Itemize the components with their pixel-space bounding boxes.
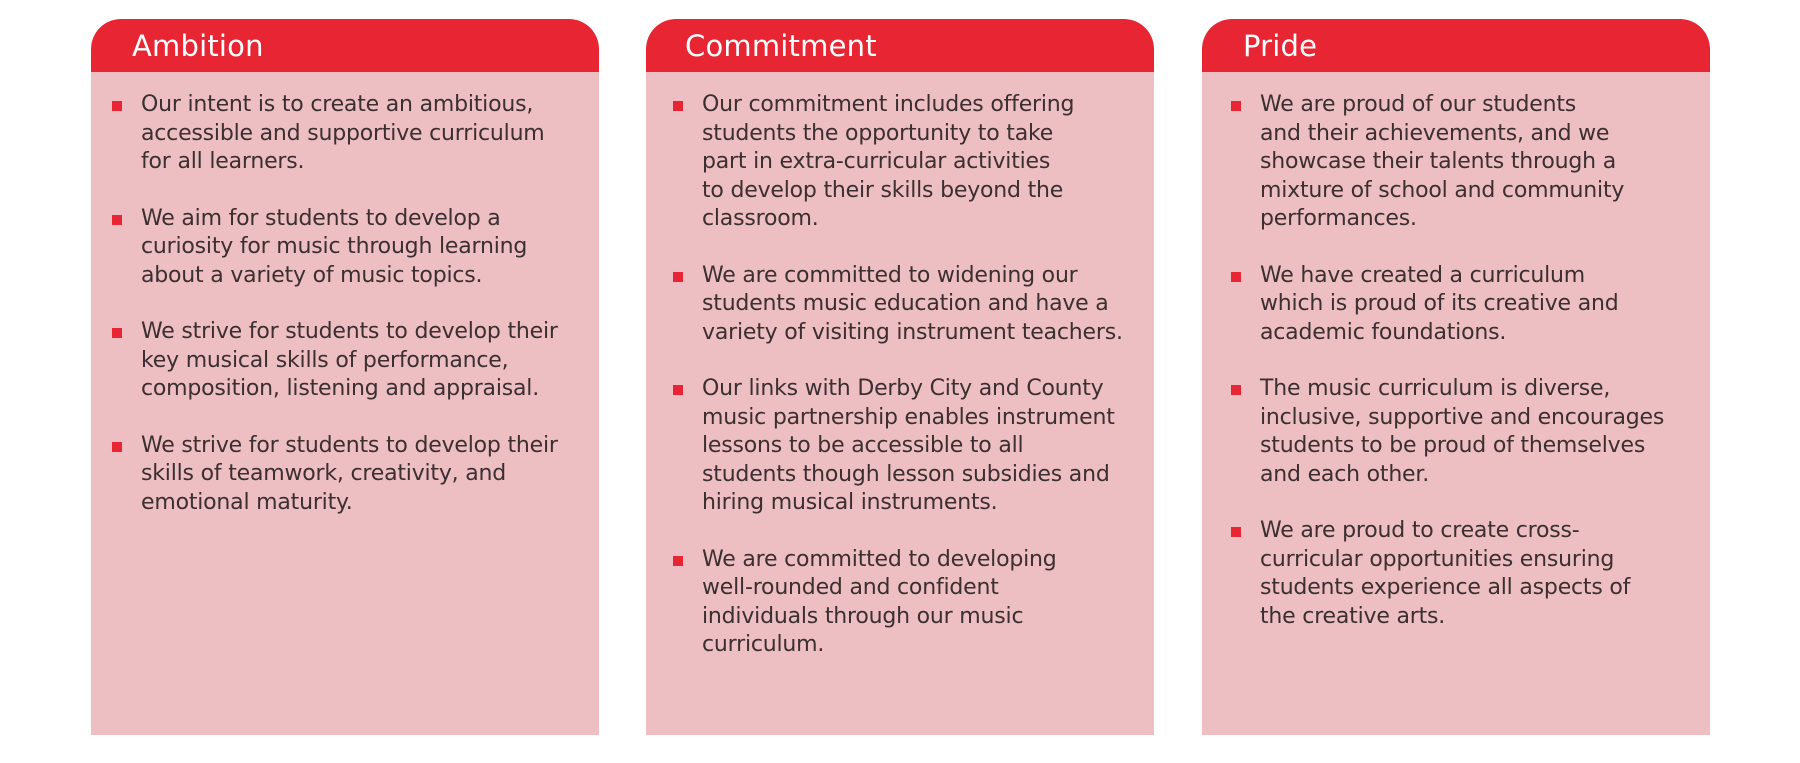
square-bullet-icon [673, 385, 683, 395]
bullet-list [91, 91, 599, 517]
square-bullet-icon [673, 101, 683, 111]
square-bullet-icon [112, 101, 122, 111]
square-bullet-icon [1231, 527, 1241, 537]
list-item-text: Our intent is to create an ambitious, accessible and supportive curriculum for all learners. [141, 92, 545, 174]
list-item-text: We are proud of our students and their achievements, and we showcase their talents through a mixture of school and community performances. [1260, 92, 1625, 231]
list-item-text: We are proud to create cross- curricular opportunities ensuring students experience all aspects of the creative arts. [1260, 518, 1631, 629]
list-item [646, 91, 1154, 234]
square-bullet-icon [673, 272, 683, 282]
list-item-text: We are committed to developing well-rounded and confident individuals through our music curriculum. [702, 546, 1057, 657]
list-item-text: We aim for students to develop a curiosity for music through learning about a variety of music topics. [141, 205, 528, 288]
list-item-text: We have created a curriculum which is proud of its creative and academic foundations. [1260, 262, 1619, 345]
square-bullet-icon [112, 215, 122, 225]
panel-header [646, 19, 1154, 72]
list-item-text: We strive for students to develop their key musical skills of performance, composition, listening and appraisal. [141, 319, 558, 401]
panel-commitment [646, 19, 1154, 735]
list-item-text: We strive for students to develop their skills of teamwork, creativity, and emotional maturity. [141, 432, 558, 515]
square-bullet-icon [112, 328, 122, 338]
list-item-text: The music curriculum is diverse, inclusive, supportive and encourages students to be proud of themselves and each other. [1260, 376, 1665, 487]
square-bullet-icon [1231, 272, 1241, 282]
bullet-list [1202, 91, 1710, 631]
list-item [91, 432, 599, 518]
list-item-text: We are committed to widening our students music education and have a variety of visiting instrument teachers. [702, 262, 1123, 345]
square-bullet-icon [1231, 101, 1241, 111]
list-item [646, 375, 1154, 518]
panel-title: Pride [1243, 29, 1318, 63]
bullet-list [646, 91, 1154, 660]
list-item [91, 91, 599, 177]
list-item [646, 262, 1154, 348]
panel-pride [1202, 19, 1710, 735]
panel-header [91, 19, 599, 72]
list-item [646, 546, 1154, 660]
panel-header [1202, 19, 1710, 72]
list-item [1202, 91, 1710, 234]
panel-title: Commitment [685, 29, 877, 63]
square-bullet-icon [673, 556, 683, 566]
list-item [1202, 517, 1710, 631]
list-item-text: Our commitment includes offering students the opportunity to take part in extra-curricular activities to develop their skills beyond the classroom. [702, 92, 1075, 231]
list-item [91, 318, 599, 404]
list-item-text: Our links with Derby City and County music partnership enables instrument lessons to be accessible to all students though lesson subsidies and hiring musical instruments. [702, 376, 1115, 515]
square-bullet-icon [1231, 385, 1241, 395]
panel-title: Ambition [132, 29, 264, 63]
list-item [1202, 262, 1710, 348]
list-item [91, 205, 599, 291]
panel-ambition [91, 19, 599, 735]
list-item [1202, 375, 1710, 489]
square-bullet-icon [112, 442, 122, 452]
